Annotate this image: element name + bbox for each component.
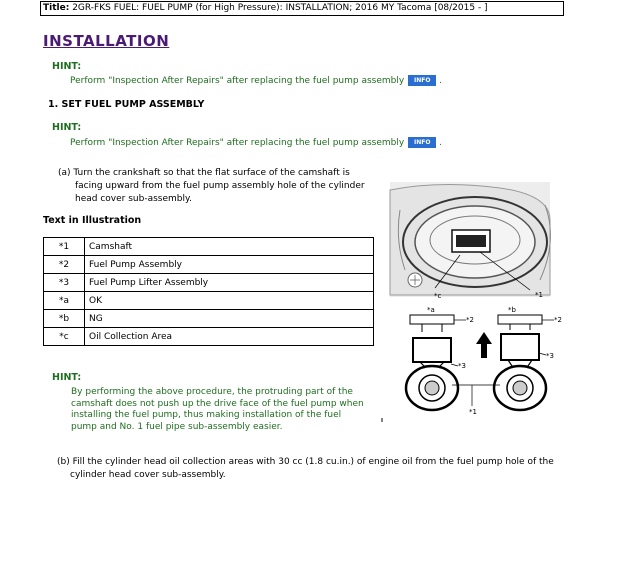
table-row	[44, 310, 374, 328]
substep-a-line: facing upward from the fuel pump assembly hole of the cylinder	[75, 181, 365, 191]
fuel-pump-right	[498, 315, 542, 324]
hint-text-bottom	[71, 387, 381, 433]
legend-text: Fuel Pump Lifter Assembly	[85, 274, 374, 292]
legend-code: *c	[44, 328, 85, 346]
substep-a-line: (a) Turn the crankshaft so that the flat surface of the camshaft is	[58, 168, 350, 178]
figure-label-b: *b	[508, 306, 516, 314]
table-heading: Text in Illustration	[43, 215, 142, 226]
table-row	[44, 238, 374, 256]
hint-text-step	[70, 137, 442, 148]
substep-a-text	[58, 167, 365, 206]
section-heading: INSTALLATION	[43, 32, 170, 50]
info-link-button[interactable]: INFO	[408, 137, 436, 148]
hint-label-top: HINT:	[52, 61, 82, 72]
table-row	[44, 328, 374, 346]
figure-label-3-left: *3	[458, 362, 466, 370]
info-link-button[interactable]: INFO	[408, 75, 436, 86]
legend-text: Fuel Pump Assembly	[85, 256, 374, 274]
illustration-legend-table	[43, 237, 374, 346]
legend-code: *3	[44, 274, 85, 292]
table-row	[44, 256, 374, 274]
hint-label-step: HINT:	[52, 122, 82, 133]
legend-code: *b	[44, 310, 85, 328]
step-title: 1. SET FUEL PUMP ASSEMBLY	[48, 99, 205, 110]
camshaft-illustration	[380, 180, 570, 425]
figure-label-2-left: *2	[466, 316, 474, 324]
substep-b-line: (b) Fill the cylinder head oil collection areas with 30 cc (1.8 cu.in.) of engine oil from the fuel pump hole of the	[57, 457, 554, 467]
substep-b-text	[57, 456, 554, 482]
hint-line: camshaft does not push up the drive face of the fuel pump when	[71, 398, 364, 409]
hint-period: .	[439, 138, 442, 148]
hint-line: By performing the above procedure, the protruding part of the	[71, 387, 353, 397]
fuel-pump-left	[410, 315, 454, 324]
document-title-bar	[40, 1, 564, 16]
figure-label-1-top: *1	[535, 291, 543, 299]
hint-label-bottom: HINT:	[52, 372, 82, 383]
ok-ng-diagram	[406, 306, 562, 416]
substep-a-line: head cover sub-assembly.	[75, 194, 192, 204]
table-row	[44, 274, 374, 292]
hint-text-top	[70, 75, 442, 86]
substep-b-line: cylinder head cover sub-assembly.	[70, 470, 226, 480]
up-arrow-icon	[476, 332, 492, 358]
legend-text: OK	[85, 292, 374, 310]
hint-sentence: Perform "Inspection After Repairs" after replacing the fuel pump assembly	[70, 138, 405, 148]
legend-code: *2	[44, 256, 85, 274]
title-text: 2GR-FKS FUEL: FUEL PUMP (for High Pressure): INSTALLATION; 2016 MY Tacoma [08/2015 - ]	[72, 3, 488, 13]
figure-label-3-right: *3	[546, 352, 554, 360]
figure-label-2-right: *2	[554, 316, 562, 324]
hint-line: pump and No. 1 fuel pipe sub-assembly easier.	[71, 421, 283, 432]
figure-label-1-bottom: *1	[469, 408, 477, 416]
legend-code: *a	[44, 292, 85, 310]
table-row	[44, 292, 374, 310]
figure-label-c: *c	[434, 292, 442, 300]
pump-lifter-left	[413, 338, 451, 362]
engine-detail-view	[390, 182, 550, 300]
hint-period: .	[439, 76, 442, 86]
legend-text: Camshaft	[85, 238, 374, 256]
hint-sentence: Perform "Inspection After Repairs" after replacing the fuel pump assembly	[70, 76, 405, 86]
figure-label-a: *a	[427, 306, 435, 314]
legend-text: Oil Collection Area	[85, 328, 374, 346]
legend-text: NG	[85, 310, 374, 328]
pump-lifter-right	[501, 334, 539, 360]
hint-line: installing the fuel pump, thus making installation of the fuel	[71, 410, 342, 420]
legend-code: *1	[44, 238, 85, 256]
title-label: Title:	[43, 3, 70, 13]
